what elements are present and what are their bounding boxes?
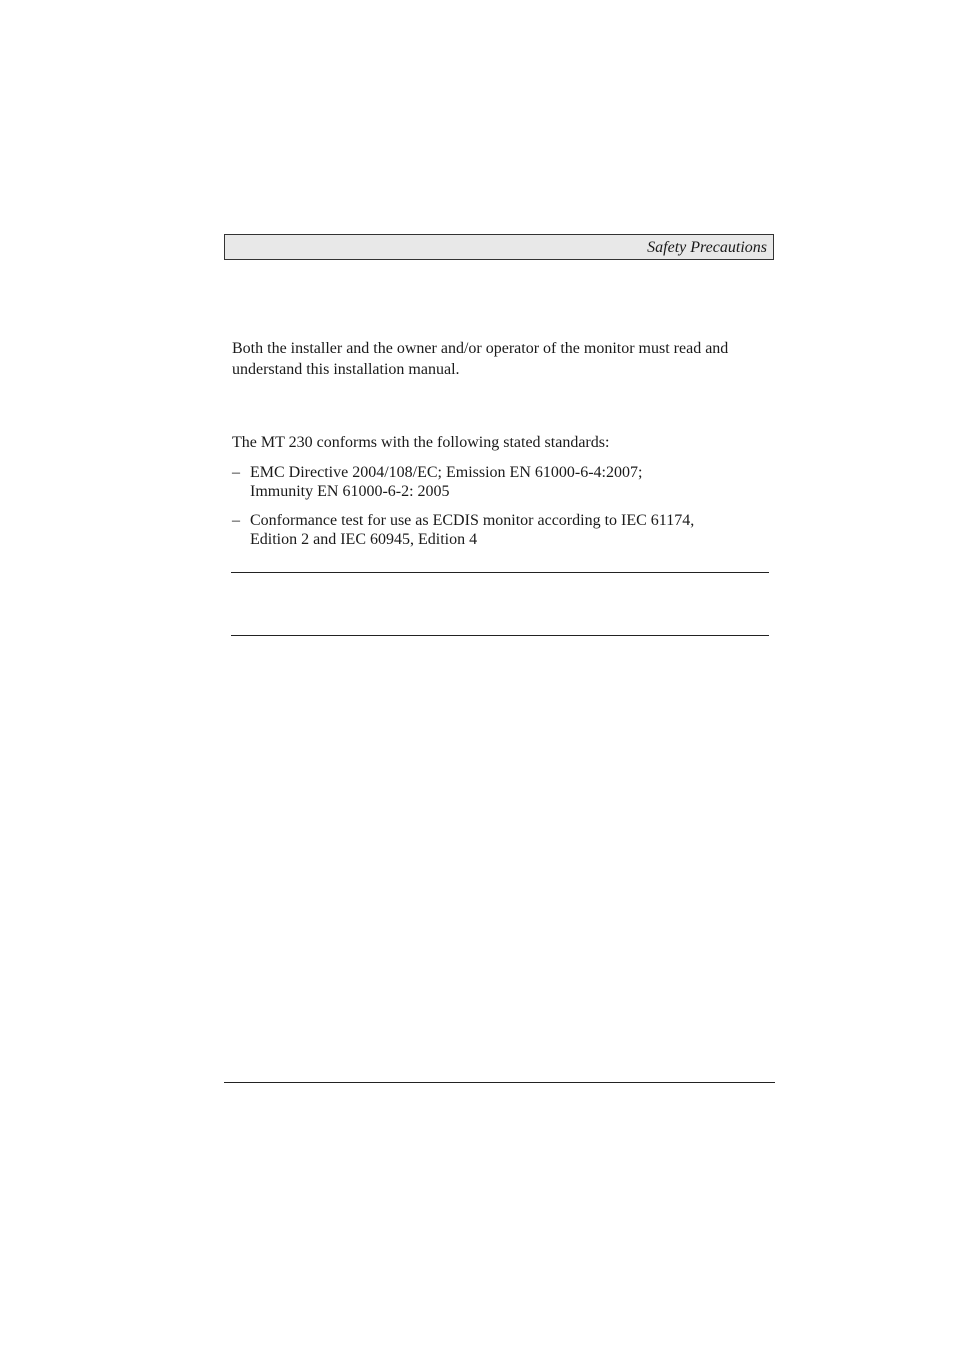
list-item-line: EMC Directive 2004/108/EC; Emission EN 61000-6-4:2007; [250, 464, 643, 481]
list-item [232, 511, 772, 549]
list-item-line: Immunity EN 61000-6-2: 2005 [250, 483, 450, 500]
divider-top [231, 572, 769, 573]
list-item-line: Conformance test for use as ECDIS monitor according to IEC 61174, [250, 512, 695, 529]
dash-bullet: – [232, 464, 240, 481]
section-title: Safety Precautions [647, 239, 767, 256]
dash-bullet: – [232, 512, 240, 529]
standards-list [232, 463, 772, 559]
footer-rule [224, 1082, 775, 1083]
list-item [232, 463, 772, 501]
standards-lead-paragraph: The MT 230 conforms with the following stated standards: [232, 434, 610, 451]
list-item-line: Edition 2 and IEC 60945, Edition 4 [250, 531, 478, 548]
section-header-bar [224, 234, 774, 260]
divider-bottom [231, 635, 769, 636]
intro-paragraph: Both the installer and the owner and/or operator of the monitor must read and understand this installation manual. [232, 340, 729, 378]
